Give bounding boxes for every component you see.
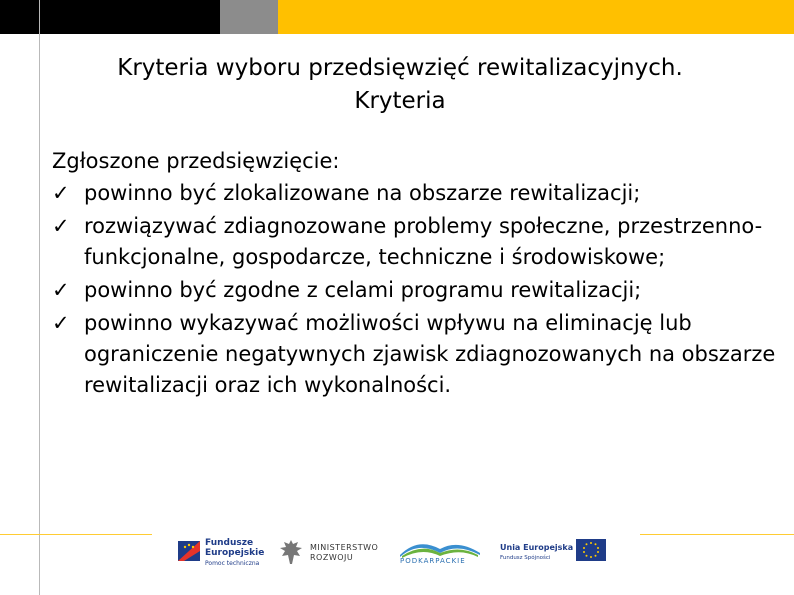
- criteria-item-text: powinno wykazywać możliwości wpływu na eliminację lub ograniczenie negatywnych zjawisk zdiagnozowanych na obszarze rewitalizacji oraz ich wykonalności.: [84, 311, 776, 397]
- fundusze-europejskie-logo-icon: [178, 537, 200, 565]
- slide-title-line2: Kryteria: [354, 88, 446, 114]
- footer-rule-right: [640, 534, 794, 535]
- checkmark-icon: ✓: [52, 214, 70, 238]
- slide-title-line1: Kryteria wyboru przedsięwzięć rewitalizacyjnych.: [117, 55, 683, 81]
- checkmark-icon: ✓: [52, 181, 70, 205]
- top-bar-yellow: [278, 0, 794, 34]
- slide-title: [40, 52, 760, 118]
- eu-logo-subtitle: Fundusz Spójności: [500, 555, 551, 561]
- footer-rule-left: [0, 534, 152, 535]
- criteria-item-text: powinno być zgodne z celami programu rewitalizacji;: [84, 278, 642, 302]
- polish-eagle-icon: [278, 537, 304, 567]
- criteria-item-text: rozwiązywać zdiagnozowane problemy społeczne, przestrzenno-funkcjonalne, gospodarcze, techniczne i środowiskowe;: [84, 214, 763, 269]
- criteria-item: [52, 308, 782, 401]
- fe-logo-title-text: Fundusze Europejskie: [205, 538, 265, 558]
- podkarpackie-logo-text: PODKARPACKIE: [400, 557, 466, 565]
- ministry-logo-text: MINISTERSTWO ROZWOJU: [310, 543, 379, 562]
- eu-flag-icon: [576, 539, 606, 561]
- intro-text: Zgłoszone przedsięwzięcie:: [52, 149, 340, 173]
- checkmark-icon: ✓: [52, 278, 70, 302]
- criteria-item: [52, 275, 782, 306]
- top-bar-gray: [220, 0, 278, 34]
- eu-logo-title: Unia Europejska: [500, 543, 574, 552]
- fe-logo-subtitle: Pomoc techniczna: [205, 560, 260, 567]
- fe-logo-title: [205, 538, 264, 558]
- top-bar-black: [0, 0, 220, 34]
- checkmark-icon: ✓: [52, 311, 70, 335]
- criteria-item: [52, 178, 782, 209]
- slide-body: [52, 145, 782, 403]
- criteria-item: [52, 211, 782, 273]
- criteria-item-text: powinno być zlokalizowane na obszarze rewitalizacji;: [84, 181, 641, 205]
